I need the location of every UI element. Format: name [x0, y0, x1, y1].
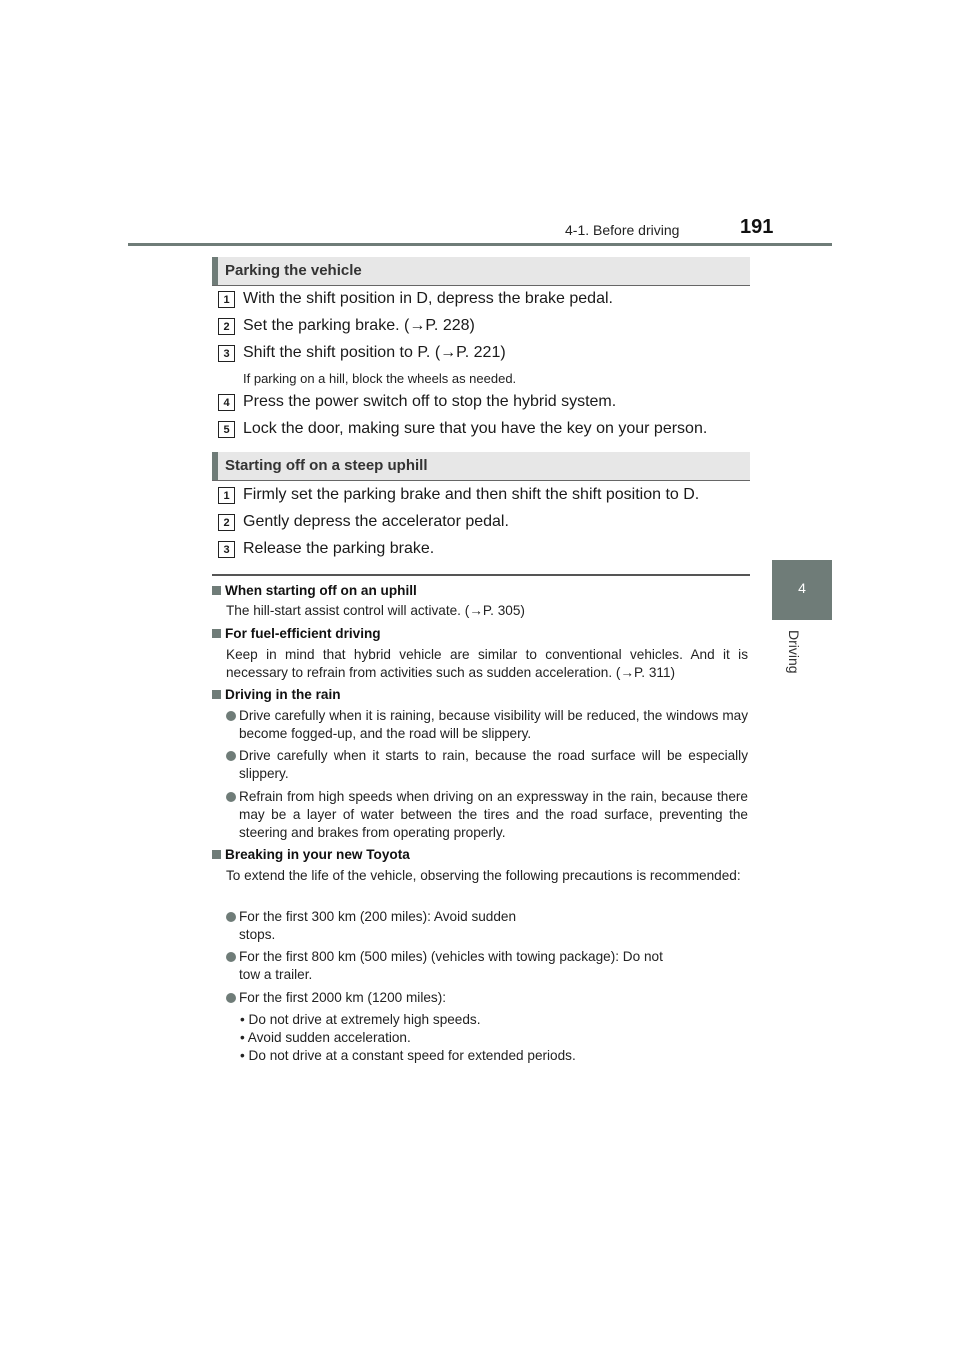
step-text: Release the parking brake. — [243, 540, 435, 557]
bullet-text: Drive carefully when it starts to rain, because the road surface will be especially slippery. — [239, 748, 748, 781]
step-text: Gently depress the accelerator pedal. — [243, 513, 509, 530]
round-bullet-icon — [226, 952, 236, 962]
step-number: 4 — [218, 394, 235, 411]
chapter-tab — [772, 560, 832, 620]
round-bullet-icon — [226, 912, 236, 922]
step-item — [218, 290, 758, 310]
step-text: With the shift position in D, depress the brake pedal. — [243, 290, 613, 307]
info-heading — [212, 626, 381, 641]
step-number: 5 — [218, 421, 235, 438]
step-text: Press the power switch off to stop the hybrid system. — [243, 393, 617, 410]
page-number: 191 — [740, 216, 774, 238]
round-bullet-icon — [226, 711, 236, 721]
bullet-text: For the first 2000 km (1200 miles): — [239, 990, 446, 1005]
chapter-number: 4 — [798, 580, 806, 596]
section-title: Parking the vehicle — [225, 262, 362, 279]
step-text: Shift the shift position to P. (→P. 221) — [243, 344, 506, 361]
step-item — [218, 420, 758, 440]
sub-item: • Do not drive at a constant speed for extended periods. — [240, 1048, 576, 1063]
info-text: The hill-start assist control will activate. (→P. 305) — [226, 603, 525, 618]
sub-item: • Avoid sudden acceleration. — [240, 1030, 411, 1045]
step-number: 3 — [218, 541, 235, 558]
round-bullet-icon — [226, 993, 236, 1003]
step-text: Lock the door, making sure that you have the key on your person. — [243, 420, 708, 437]
step-number: 2 — [218, 318, 235, 335]
square-bullet-icon — [212, 850, 221, 859]
info-heading-text: When starting off on an uphill — [225, 583, 417, 598]
step-item — [218, 393, 758, 413]
info-heading-text: Breaking in your new Toyota — [225, 847, 410, 862]
info-heading — [212, 583, 417, 598]
bullet-text: Refrain from high speeds when driving on an expressway in the rain, because there may be a layer of water between the tires and the road surface, preventing the steering and brakes from operating properly. — [239, 789, 748, 840]
info-heading — [212, 847, 410, 862]
step-text: Firmly set the parking brake and then shift the shift position to D. — [243, 486, 700, 503]
header-rule — [128, 243, 832, 246]
step-text: Set the parking brake. (→P. 228) — [243, 317, 475, 334]
square-bullet-icon — [212, 586, 221, 595]
step-item — [218, 344, 758, 364]
step-number: 1 — [218, 291, 235, 308]
bullet-text: Drive carefully when it is raining, because visibility will be reduced, the windows may become fogged-up, and the road will be slippery. — [239, 708, 748, 741]
section-heading-uphill — [212, 452, 750, 481]
chapter-label-text: Driving — [786, 630, 802, 674]
info-heading-text: Driving in the rain — [225, 687, 341, 702]
divider — [212, 574, 750, 576]
info-text: To extend the life of the vehicle, observing the following precautions is recommended: — [226, 868, 741, 883]
step-number: 2 — [218, 514, 235, 531]
step-number: 3 — [218, 345, 235, 362]
step-item — [218, 486, 758, 506]
step-note: If parking on a hill, block the wheels as needed. — [243, 371, 517, 386]
section-header: 4-1. Before driving — [565, 222, 680, 238]
info-heading-text: For fuel-efficient driving — [225, 626, 381, 641]
round-bullet-icon — [226, 792, 236, 802]
section-title: Starting off on a steep uphill — [225, 457, 428, 474]
chapter-label — [778, 628, 808, 698]
step-number: 1 — [218, 487, 235, 504]
sub-item: • Do not drive at extremely high speeds. — [240, 1012, 481, 1027]
square-bullet-icon — [212, 690, 221, 699]
step-item — [218, 317, 758, 337]
bullet-text: For the first 800 km (500 miles) (vehicles with towing package): Do not tow a trailer. — [239, 949, 663, 982]
square-bullet-icon — [212, 629, 221, 638]
step-item — [218, 540, 758, 560]
section-heading-parking — [212, 257, 750, 286]
bullet-text: For the first 300 km (200 miles): Avoid sudden stops. — [239, 909, 517, 942]
round-bullet-icon — [226, 751, 236, 761]
info-text: Keep in mind that hybrid vehicle are similar to conventional vehicles. And it is necessary to refrain from activities such as sudden acceleration. (→P. 311) — [226, 647, 748, 680]
info-heading — [212, 687, 341, 702]
step-item — [218, 513, 758, 533]
